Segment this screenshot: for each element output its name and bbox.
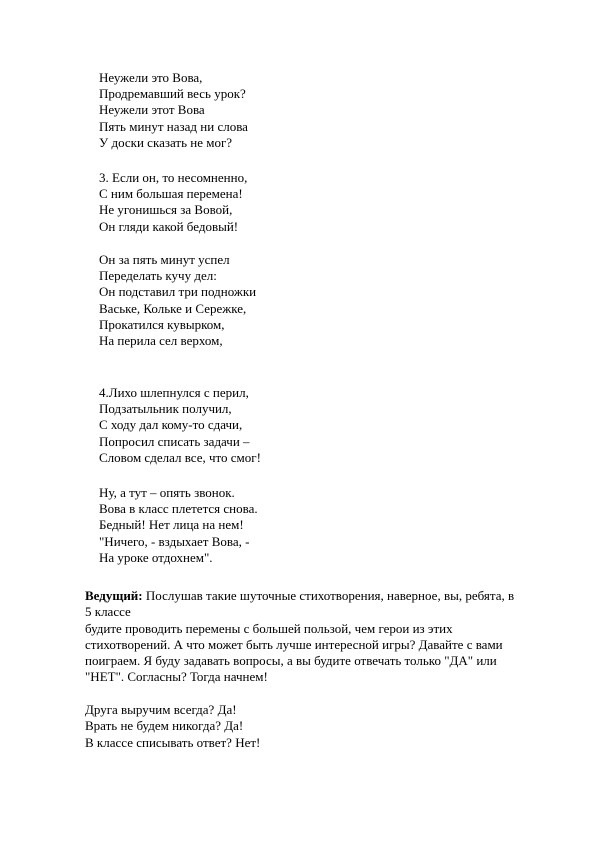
poem-line: С ходу дал кому-то сдачи, [99,417,243,433]
poem-stanza [99,70,399,151]
poem-line: Неужели этот Вова [99,102,205,118]
poem-line: 4.Лихо шлепнулся с перил, [99,385,249,400]
poem-stanza [99,252,399,349]
poem-line: Пять минут назад ни слова [99,118,248,134]
poem-stanza [99,485,399,566]
question-list [85,702,555,751]
poem-line: Ваське, Кольке и Сережке, [99,300,247,316]
poem-line: Ну, а тут – опять звонок. [99,485,235,500]
speaker-label: Ведущий: [85,588,143,603]
poem-line: Неужели это Вова, [99,70,203,85]
narrator-line: будите проводить перемены с большей пользой, чем герои из этих [85,620,453,636]
poem-stanza [99,170,399,235]
narrator-text: Послушав такие шуточные стихотворения, наверное, вы, ребята, в [142,588,515,603]
narrator-line: стихотворений. А что может быть лучше интересной игры? Давайте с вами [85,636,503,652]
poem-line: На перила сел верхом, [99,333,223,349]
question-line: В классе списывать ответ? Нет! [85,734,261,750]
question-line: Врать не будем никогда? Да! [85,718,244,734]
poem-line: Словом сделал все, что смог! [99,449,261,465]
narrator-line [85,588,555,604]
poem-line: Он подставил три подножки [99,284,257,300]
poem-line: Попросил списать задачи – [99,433,250,449]
poem-line: Прокатился кувырком, [99,316,225,332]
poem-line: "Ничего, - вздыхает Вова, - [99,533,250,549]
poem-line: С ним большая перемена! [99,186,243,202]
narrator-line: поиграем. Я буду задавать вопросы, а вы будите отвечать только "ДА" или [85,653,497,669]
poem-line: Переделать кучу дел: [99,268,217,284]
poem-line: Не угонишься за Вовой, [99,202,233,218]
poem-line: На уроке отдохнем". [99,549,213,565]
narrator-paragraph [85,588,555,686]
poem-line: Он за пять минут успел [99,252,230,267]
poem-line: Бедный! Нет лица на нем! [99,517,244,533]
poem-line: Вова в класс плетется снова. [99,501,258,517]
poem-line: Он гляди какой бедовый! [99,218,239,234]
poem-line: У доски сказать не мог? [99,134,233,150]
poem-line: 3. Если он, то несомненно, [99,170,248,185]
poem-stanza [99,385,399,466]
poem-line: Подзатыльник получил, [99,401,232,417]
question-line: Друга выручим всегда? Да! [85,702,237,717]
narrator-line: 5 классе [85,604,131,620]
narrator-line: "НЕТ". Согласны? Тогда начнем! [85,669,268,685]
poem-line: Продремавший весь урок? [99,86,246,102]
